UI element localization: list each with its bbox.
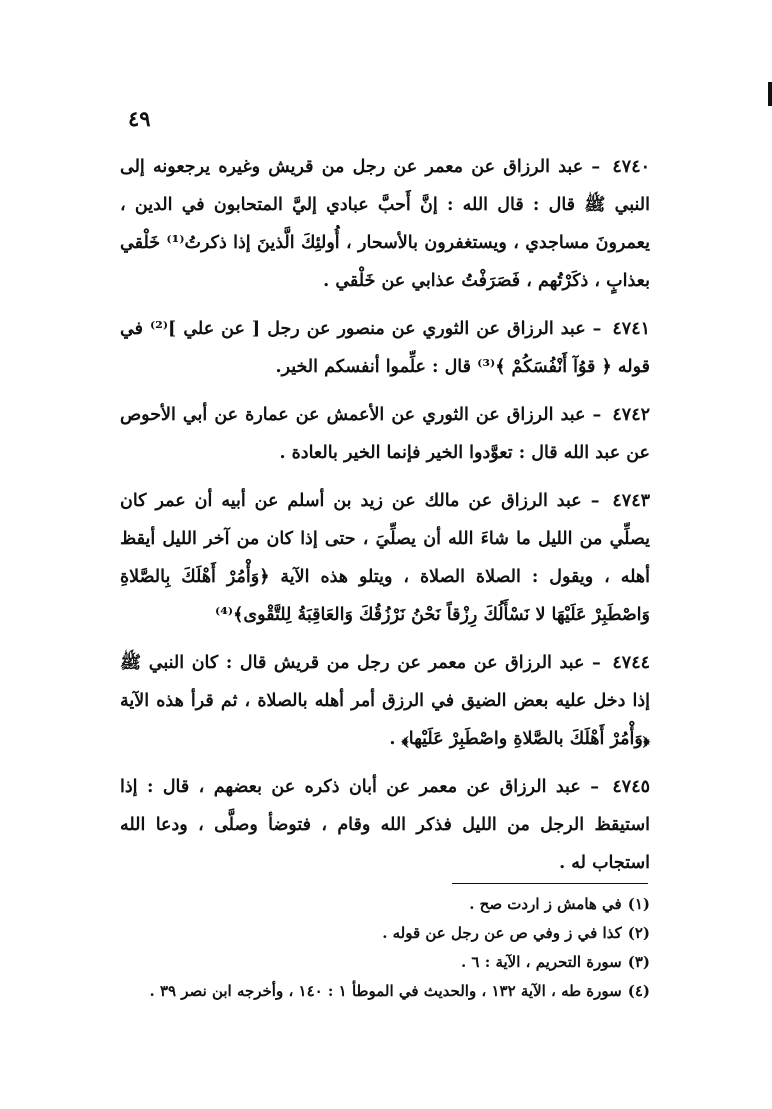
footnote-divider bbox=[452, 883, 648, 884]
hadith-text: عبد الرزاق عن الثوري عن الأعمش عن عمارة عن أبي الأحوص عن عبد الله قال : تعوَّدوا الخير فإنما الخير بالعادة . bbox=[120, 405, 650, 463]
hadith-number: ٤٧٤١ bbox=[612, 319, 650, 339]
footnote-number: (١) bbox=[627, 895, 650, 913]
footnote-item bbox=[120, 948, 650, 977]
hadith-number: ٤٧٤٠ bbox=[612, 157, 650, 177]
hadith-entry: ٤٧٤٣ – عبد الرزاق عن مالك عن زيد بن أسلم عن أبيه أن عمر كان يصلِّي من الليل ما شاءَ الله أن يصلِّيَ ، حتى إذا كان من آخر الليل أيقظ أهله ، ويقول : الصلاة الصلاة ، ويتلو هذه الآية ﴿وَأْمُرْ أَهْلَكَ بِالصَّلاةِ وَاصْطَبِرْ عَلَيْهَا لا نَسْأَلُكَ رِزْقاً نَحْنُ نَرْزُقُكَ وَالعَاقِبَةُ لِلتَّقْوى﴾⁽⁴⁾ bbox=[120, 491, 651, 625]
footnote-number: (٣) bbox=[627, 953, 650, 971]
hadith-entry: ٤٧٤٢ – عبد الرزاق عن الثوري عن الأعمش عن عمارة عن أبي الأحوص عن عبد الله قال : تعوَّدوا الخير فإنما الخير بالعادة . bbox=[120, 405, 650, 463]
hadith-number: ٤٧٤٥ bbox=[612, 777, 650, 797]
hadith-text: عبد الرزاق عن الثوري عن منصور عن رجل [ عن علي ]⁽²⁾ في قوله ﴿ قوُآ أَنْفُسَكُمْ ﴾⁽³⁾ قال : علِّموا أنفسكم الخير. bbox=[120, 319, 650, 377]
hadith-number: ٤٧٤٢ bbox=[612, 405, 650, 425]
hadith-number: ٤٧٤٣ bbox=[612, 491, 651, 511]
footnote-text: كذا في ز وفي ص عن رجل عن قوله . bbox=[382, 924, 622, 942]
footnote-item bbox=[120, 919, 650, 948]
footnote-text: في هامش ز اردت صح . bbox=[469, 895, 622, 913]
footnote-item bbox=[120, 977, 650, 1006]
hadith-text: عبد الرزاق عن معمر عن أبان ذكره عن بعضهم ، قال : إذا استيقظ الرجل من الليل فذكر الله وقام ، فتوضأ وصلَّى ، ودعا الله استجاب له . bbox=[120, 777, 650, 873]
footnote-item bbox=[120, 890, 650, 919]
hadith-text: عبد الرزاق عن معمر عن رجل من قريش وغيره يرجعونه إلى النبي ﷺ قال : قال الله : إنَّ أَحبَّ عبادي إليَّ المتحابون في الدين ، يعمرونَ مساجدي ، ويستغفرون بالأسحار ، أُولئِكَ الَّذينَ إذا ذكرتُ⁽¹⁾ خَلْقي بعذابٍ ، ذكَرْتُهم ، فَصَرَفْتُ عذابي عن خَلْقي . bbox=[120, 157, 650, 291]
page-number: ٤٩ bbox=[128, 106, 151, 131]
page-edge-mark bbox=[768, 82, 772, 106]
hadith-text: عبد الرزاق عن معمر عن رجل من قريش قال : كان النبي ﷺ إذا دخل عليه بعض الضيق في الرزق أمر أهله بالصلاة ، ثم قرأ هذه الآية ﴿وَأْمُرْ أَهْلَكَ بالصَّلاةِ واصْطَبِرْ عَلَيْها﴾ . bbox=[120, 653, 650, 749]
hadith-entry: ٤٧٤١ – عبد الرزاق عن الثوري عن منصور عن رجل [ عن علي ]⁽²⁾ في قوله ﴿ قوُآ أَنْفُسَكُمْ ﴾⁽³⁾ قال : علِّموا أنفسكم الخير. bbox=[120, 319, 650, 377]
footnote-number: (٤) bbox=[627, 982, 650, 1000]
footnote-text: سورة طه ، الآية ١٣٢ ، والحديث في الموطأ ١ : ١٤٠ ، وأخرجه ابن نصر ٣٩ . bbox=[149, 982, 622, 1000]
hadith-entry: ٤٧٤٥ – عبد الرزاق عن معمر عن أبان ذكره عن بعضهم ، قال : إذا استيقظ الرجل من الليل فذكر الله وقام ، فتوضأ وصلَّى ، ودعا الله استجاب له . bbox=[120, 777, 650, 873]
hadith-entry: ٤٧٤٠ – عبد الرزاق عن معمر عن رجل من قريش وغيره يرجعونه إلى النبي ﷺ قال : قال الله : إنَّ أَحبَّ عبادي إليَّ المتحابون في الدين ، يعمرونَ مساجدي ، ويستغفرون بالأسحار ، أُولئِكَ الَّذينَ إذا ذكرتُ⁽¹⁾ خَلْقي بعذابٍ ، ذكَرْتُهم ، فَصَرَفْتُ عذابي عن خَلْقي . bbox=[120, 157, 650, 291]
hadith-text: عبد الرزاق عن مالك عن زيد بن أسلم عن أبيه أن عمر كان يصلِّي من الليل ما شاءَ الله أن يصلِّيَ ، حتى إذا كان من آخر الليل أيقظ أهله ، ويقول : الصلاة الصلاة ، ويتلو هذه الآية ﴿وَأْمُرْ أَهْلَكَ بِالصَّلاةِ وَاصْطَبِرْ عَلَيْهَا لا نَسْأَلُكَ رِزْقاً نَحْنُ نَرْزُقُكَ وَالعَاقِبَةُ لِلتَّقْوى﴾⁽⁴⁾ bbox=[120, 491, 650, 625]
hadith-entry: ٤٧٤٤ – عبد الرزاق عن معمر عن رجل من قريش قال : كان النبي ﷺ إذا دخل عليه بعض الضيق في الرزق أمر أهله بالصلاة ، ثم قرأ هذه الآية ﴿وَأْمُرْ أَهْلَكَ بالصَّلاةِ واصْطَبِرْ عَلَيْها﴾ . bbox=[120, 653, 650, 749]
footnotes bbox=[120, 890, 650, 1006]
footnote-text: سورة التحريم ، الآية : ٦ . bbox=[460, 953, 622, 971]
footnote-number: (٢) bbox=[627, 924, 650, 942]
hadith-number: ٤٧٤٤ bbox=[612, 653, 650, 673]
hadith-list bbox=[120, 148, 650, 892]
